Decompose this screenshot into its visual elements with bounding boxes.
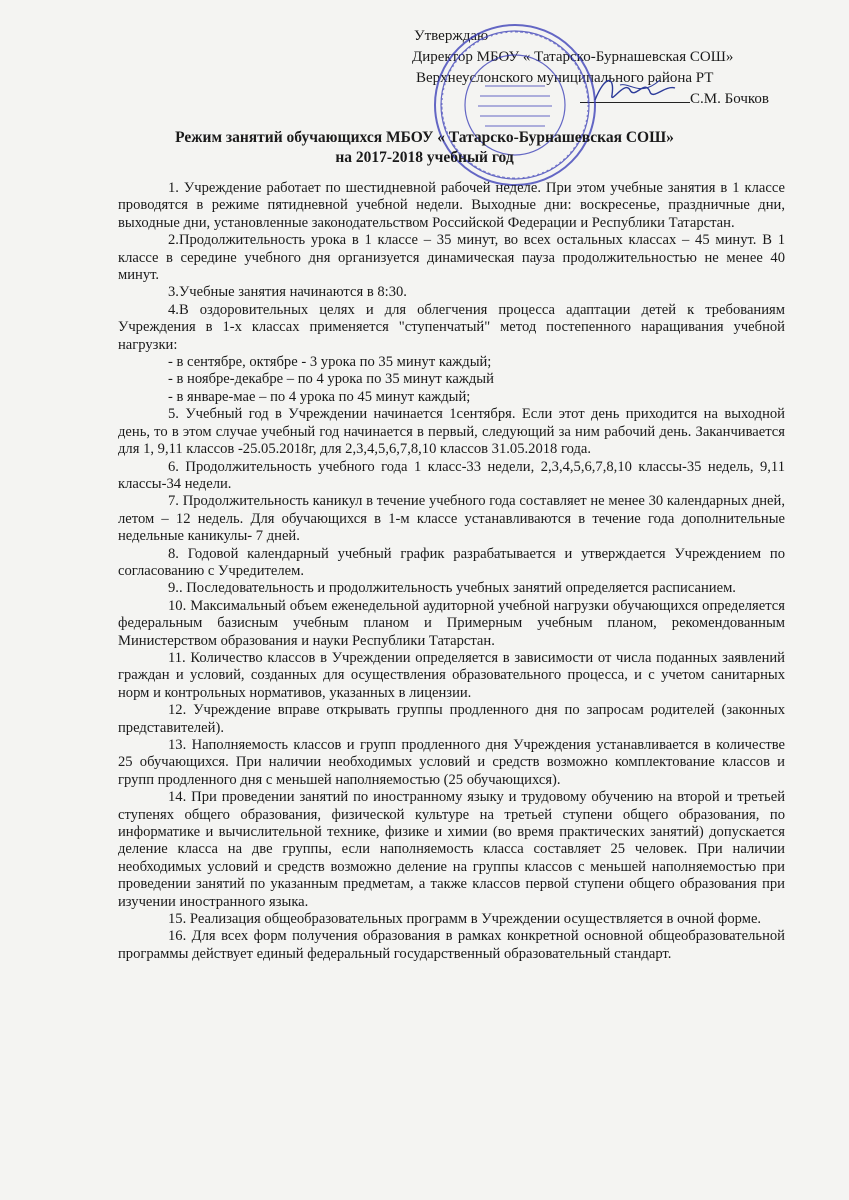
paragraph-4: 4.В оздоровительных целях и для облегчения процесса адаптации детей к требованиям Учреждения в 1-х классах применяется "ступенчатый" метод постепенного наращивания учебной нагрузки: <box>118 301 785 353</box>
paragraph-7: 7. Продолжительность каникул в течение учебного года составляет не менее 30 календарных дней, летом – 12 недель. Для обучающихся в 1-м классе устанавливаются в течение года дополнительные недельные каникулы- 7 дней. <box>118 493 785 545</box>
list-item-january: - в январе-мае – по 4 урока по 45 минут каждый; <box>168 388 471 405</box>
paragraph-15: 15. Реализация общеобразовательных программ в Учреждении осуществляется в очной форме. <box>168 911 762 928</box>
paragraph-2: 2.Продолжительность урока в 1 классе – 35 минут, во всех остальных классах – 45 минут. В 1 классе в середине учебного дня организуется динамическая пауза продолжительностью не менее 40 минут. <box>118 232 785 284</box>
paragraph-1: 1. Учреждение работает по шестидневной рабочей неделе. При этом учебные занятия в 1 классе проводятся в режиме пятидневной учебной недели. Выходные дни: воскресенье, праздничные дни, выходные дни, установленные законодательством Российской Федерации и Республики Татарстан. <box>118 180 785 231</box>
paragraph-3: 3.Учебные занятия начинаются в 8:30. <box>168 284 407 301</box>
paragraph-13: 13. Наполняемость классов и групп продленного дня Учреждения устанавливается в количестве 25 обучающихся. При наличии необходимых условий и средств возможно комплектование классов и групп продленного дня с меньшей наполняемостью (25 обучающихся). <box>118 737 785 788</box>
approval-district: Верхнеуслонского муниципального района РТ <box>416 70 714 86</box>
document-title <box>0 128 849 168</box>
list-item-september: - в сентябре, октябре - 3 урока по 35 минут каждый; <box>168 354 492 371</box>
paragraph-14: 14. При проведении занятий по иностранному языку и трудовому обучению на второй и третьей ступенях общего образования, физической культуре на третьей ступени общего образования, по информатике и вычислительной технике, физике и химии (во время практических занятий) допускается деление класса на две группы, если наполняемость класса составляет 25 человек. При наличии необходимых условий и средств возможно деление на группы классов с меньшей наполняемостью при проведении занятий по указанным предметам, а также классов первой ступени общего образования при изучении иностранного языка. <box>118 789 785 910</box>
handwritten-signature <box>590 70 680 110</box>
document-body <box>118 180 785 963</box>
paragraph-16: 16. Для всех форм получения образования в рамках конкретной основной общеобразовательной программы действует единый федеральный государственный образовательный стандарт. <box>118 928 785 962</box>
title-line-1: Режим занятий обучающихся МБОУ « Татарско-Бурнашевская СОШ» <box>175 129 674 146</box>
paragraph-5: 5. Учебный год в Учреждении начинается 1сентября. Если этот день приходится на выходной день, то в этом случае учебный год начинается в первый, следующий за ним рабочий день. Заканчивается для 1, 9,11 классов -25.05.2018г, для 2,3,4,5,6,7,8,10 классов 31.05.2018 года. <box>118 406 785 458</box>
title-line-2: на 2017-2018 учебный год <box>335 149 514 166</box>
paragraph-10: 10. Максимальный объем еженедельной аудиторной учебной нагрузки обучающихся определяется федеральным базисным учебным планом и Примерным учебным планом, рекомендованным Министерством образования и науки Республики Татарстан. <box>118 597 785 649</box>
paragraph-11: 11. Количество классов в Учреждении определяется в зависимости от числа поданных заявлений граждан и условий, созданных для осуществления образовательного процесса, и с учетом санитарных норм и контрольных нормативов, указанных в лицензии. <box>118 649 785 701</box>
paragraph-12: 12. Учреждение вправе открывать группы продленного дня по запросам родителей (законных представителей). <box>118 702 785 736</box>
approval-director: Директор МБОУ « Татарско-Бурнашевская СОШ» <box>412 49 734 65</box>
list-item-november: - в ноябре-декабре – по 4 урока по 35 минут каждый <box>168 371 494 388</box>
paragraph-9: 9.. Последовательность и продолжительность учебных занятий определяется расписанием. <box>168 580 736 597</box>
paragraph-6: 6. Продолжительность учебного года 1 класс-33 недели, 2,3,4,5,6,7,8,10 классы-35 недель, 9,11 классы-34 недели. <box>118 458 785 492</box>
approval-signatory: С.М. Бочков <box>690 91 769 107</box>
approval-heading: Утверждаю <box>414 28 489 44</box>
paragraph-8: 8. Годовой календарный учебный график разрабатывается и утверждается Учреждением по согласованию с Учредителем. <box>118 545 785 579</box>
